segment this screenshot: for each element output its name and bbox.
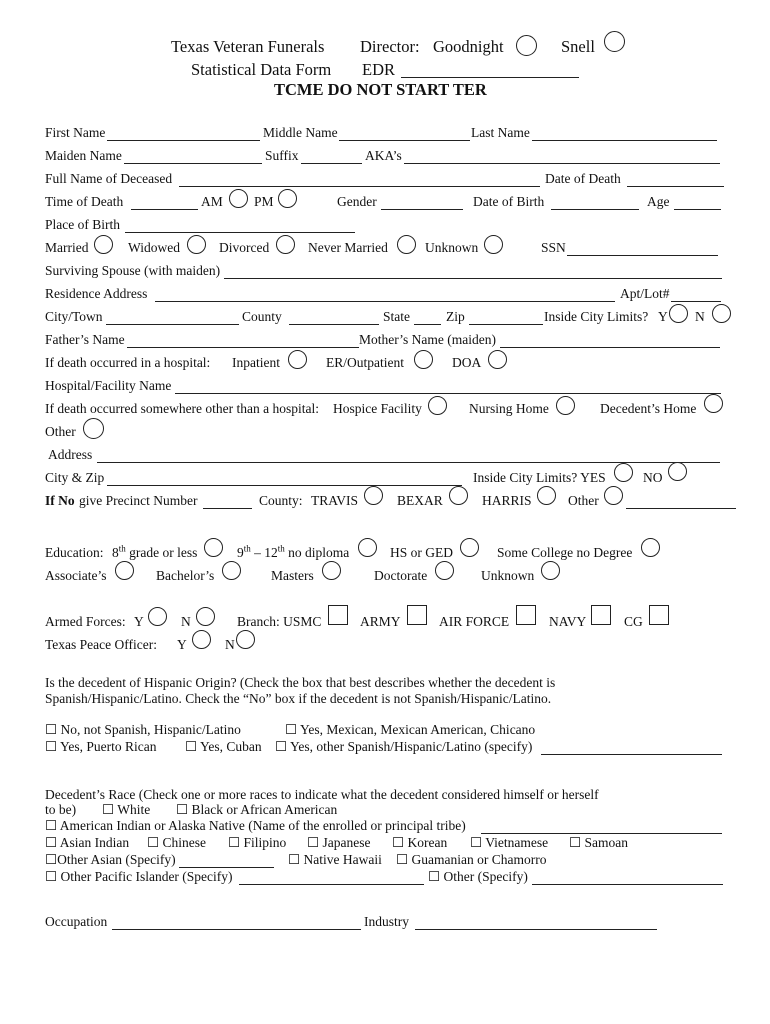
director-snell-label: Snell	[561, 37, 595, 56]
branch-army-checkbox[interactable]	[407, 605, 427, 625]
spouse-field[interactable]	[224, 264, 722, 279]
city-zip-field[interactable]	[107, 471, 462, 486]
hispanic-mexican-option[interactable]: ☐ Yes, Mexican, Mexican American, Chicano	[285, 722, 536, 737]
director-goodnight-radio[interactable]	[516, 35, 537, 56]
inside-city-y-radio[interactable]	[669, 304, 688, 323]
race-samoan-option[interactable]: ☐ Samoan	[569, 835, 628, 850]
education-doctorate-radio[interactable]	[435, 561, 454, 580]
education-hs-radio[interactable]	[460, 538, 479, 557]
edr-field[interactable]	[401, 63, 579, 78]
apt-field[interactable]	[671, 287, 721, 302]
other-county-field[interactable]	[626, 494, 736, 509]
married-radio[interactable]	[94, 235, 113, 254]
education-unknown-label: Unknown	[481, 568, 535, 583]
middle-name-label: Middle Name	[263, 125, 338, 140]
hispanic-no-option[interactable]: ☐ No, not Spanish, Hispanic/Latino	[45, 722, 241, 737]
doa-radio[interactable]	[488, 350, 507, 369]
nursing-label: Nursing Home	[469, 401, 549, 416]
race-black-option[interactable]: ☐ Black or African American	[176, 802, 338, 817]
education-label: Education:	[45, 545, 104, 560]
race-question-line1: Decedent’s Race (Check one or more races to indicate what the decedent considered himself or herself	[45, 787, 599, 802]
education-9-12-radio[interactable]	[358, 538, 377, 557]
time-of-death-field[interactable]	[131, 195, 198, 210]
city-label: City/Town	[45, 309, 103, 324]
race-native-option[interactable]: ☐ American Indian or Alaska Native (Name of the enrolled or principal tribe)	[45, 818, 466, 833]
armed-n-radio[interactable]	[196, 607, 215, 626]
other-address-label: Address	[48, 447, 93, 462]
father-field[interactable]	[127, 333, 359, 348]
branch-usmc-label: Branch: USMC	[237, 614, 322, 629]
race-japanese-option[interactable]: ☐ Japanese	[307, 835, 371, 850]
inside-city-y-label: Y	[658, 309, 668, 324]
form-title: TCME DO NOT START TER	[274, 80, 487, 99]
race-other-asian-field[interactable]	[179, 853, 274, 868]
residence-address-field[interactable]	[155, 287, 615, 302]
divorced-radio[interactable]	[276, 235, 295, 254]
apt-label: Apt/Lot#	[620, 286, 670, 301]
last-name-label: Last Name	[471, 125, 530, 140]
inside-city-no-label: NO	[643, 470, 663, 485]
education-bachelor-radio[interactable]	[222, 561, 241, 580]
branch-airforce-checkbox[interactable]	[516, 605, 536, 625]
er-radio[interactable]	[414, 350, 433, 369]
hispanic-other-field[interactable]	[541, 740, 722, 755]
race-other-pacific-option[interactable]: ☐ Other Pacific Islander (Specify)	[45, 869, 233, 884]
other-place-radio[interactable]	[83, 418, 104, 439]
other-county-radio[interactable]	[604, 486, 623, 505]
full-name-field[interactable]	[179, 172, 540, 187]
spouse-label: Surviving Spouse (with maiden)	[45, 263, 221, 278]
never-married-radio[interactable]	[397, 235, 416, 254]
race-other-option[interactable]: ☐ Other (Specify)	[428, 869, 528, 884]
director-label: Director:	[360, 37, 420, 56]
inside-city-n-label: N	[695, 309, 705, 324]
occupation-label: Occupation	[45, 914, 108, 929]
gender-label: Gender	[337, 194, 377, 209]
armed-forces-label: Armed Forces:	[45, 614, 126, 629]
race-other-field[interactable]	[532, 870, 723, 885]
branch-navy-label: NAVY	[549, 614, 587, 629]
race-hawaii-option[interactable]: ☐ Native Hawaii	[288, 852, 382, 867]
education-doctorate-label: Doctorate	[374, 568, 428, 583]
edr-label: EDR	[362, 60, 395, 79]
hispanic-puerto-rican-option[interactable]: ☐ Yes, Puerto Rican	[45, 739, 157, 754]
middle-name-field[interactable]	[339, 126, 470, 141]
nursing-radio[interactable]	[556, 396, 575, 415]
education-bachelor-label: Bachelor’s	[156, 568, 215, 583]
armed-n-label: N	[181, 614, 191, 629]
father-label: Father’s Name	[45, 332, 125, 347]
zip-label: Zip	[446, 309, 465, 324]
industry-field[interactable]	[415, 915, 657, 930]
race-white-option[interactable]: ☐ White	[102, 802, 151, 817]
mother-field[interactable]	[500, 333, 720, 348]
other-place-label: Other	[45, 424, 76, 439]
county-field[interactable]	[289, 310, 379, 325]
education-8th-radio[interactable]	[204, 538, 223, 557]
armed-y-radio[interactable]	[148, 607, 167, 626]
facility-field[interactable]	[175, 379, 721, 394]
director-goodnight-label: Goodnight	[433, 37, 504, 56]
akas-field[interactable]	[404, 149, 720, 164]
race-guamanian-option[interactable]: ☐ Guamanian or Chamorro	[396, 852, 547, 867]
industry-label: Industry	[364, 914, 409, 929]
date-of-death-field[interactable]	[627, 172, 724, 187]
inside-city-yes-label: Inside City Limits? YES	[473, 470, 606, 485]
inside-city-label: Inside City Limits?	[544, 309, 649, 324]
branch-usmc-checkbox[interactable]	[328, 605, 348, 625]
er-label: ER/Outpatient	[326, 355, 404, 370]
race-korean-option[interactable]: ☐ Korean	[392, 835, 448, 850]
other-place-question: If death occurred somewhere other than a hospital:	[45, 401, 320, 416]
decedent-home-radio[interactable]	[704, 394, 723, 413]
other-county-label: Other	[568, 493, 599, 508]
bexar-radio[interactable]	[449, 486, 468, 505]
race-other-pacific-field[interactable]	[239, 870, 424, 885]
dob-field[interactable]	[551, 195, 639, 210]
form-subtitle: Statistical Data Form	[191, 60, 332, 79]
dob-label: Date of Birth	[473, 194, 545, 209]
if-no-label: If No	[45, 493, 75, 508]
branch-cg-label: CG	[624, 614, 643, 629]
branch-army-label: ARMY	[360, 614, 401, 629]
time-of-death-label: Time of Death	[45, 194, 124, 209]
peace-n-radio[interactable]	[236, 630, 255, 649]
unknown-marital-label: Unknown	[425, 240, 479, 255]
suffix-field[interactable]	[301, 149, 362, 164]
race-asian-indian-option[interactable]: ☐ Asian Indian	[45, 835, 130, 850]
date-of-death-label: Date of Death	[545, 171, 621, 186]
mother-label: Mother’s Name (maiden)	[359, 332, 496, 347]
education-9-12-label: 9th – 12th no diploma	[237, 543, 350, 560]
precinct-label: give Precinct Number	[79, 493, 198, 508]
hispanic-question-line1: Is the decedent of Hispanic Origin? (Check the box that best describes whether the decedent is	[45, 675, 556, 690]
precinct-field[interactable]	[203, 494, 252, 509]
city-field[interactable]	[106, 310, 239, 325]
first-name-field[interactable]	[107, 126, 260, 141]
city-zip-label: City & Zip	[45, 470, 105, 485]
peace-y-radio[interactable]	[192, 630, 211, 649]
peace-y-label: Y	[177, 637, 187, 652]
education-unknown-radio[interactable]	[541, 561, 560, 580]
other-address-field[interactable]	[97, 448, 720, 463]
form-org-name: Texas Veteran Funerals	[171, 37, 325, 56]
widowed-radio[interactable]	[187, 235, 206, 254]
zip-field[interactable]	[469, 310, 543, 325]
never-married-label: Never Married	[308, 240, 388, 255]
hispanic-cuban-option[interactable]: ☐ Yes, Cuban	[185, 739, 262, 754]
race-other-asian-option[interactable]: ☐Other Asian (Specify)	[45, 852, 176, 867]
unknown-marital-radio[interactable]	[484, 235, 503, 254]
bexar-label: BEXAR	[397, 493, 443, 508]
inside-city-yes-radio[interactable]	[614, 463, 633, 482]
pm-label: PM	[254, 194, 274, 209]
place-of-birth-label: Place of Birth	[45, 217, 120, 232]
age-field[interactable]	[674, 195, 721, 210]
county-label: County	[242, 309, 282, 324]
inpatient-label: Inpatient	[232, 355, 280, 370]
education-college-radio[interactable]	[641, 538, 660, 557]
hospice-label: Hospice Facility	[333, 401, 422, 416]
am-radio[interactable]	[229, 189, 248, 208]
education-associate-radio[interactable]	[115, 561, 134, 580]
precinct-county-label: County:	[259, 493, 303, 508]
facility-label: Hospital/Facility Name	[45, 378, 172, 393]
maiden-name-field[interactable]	[124, 149, 262, 164]
inside-city-no-radio[interactable]	[668, 462, 687, 481]
director-snell-radio[interactable]	[604, 31, 625, 52]
decedent-home-label: Decedent’s Home	[600, 401, 697, 416]
maiden-name-label: Maiden Name	[45, 148, 122, 163]
state-label: State	[383, 309, 410, 324]
race-chinese-option[interactable]: ☐ Chinese	[147, 835, 206, 850]
doa-label: DOA	[452, 355, 482, 370]
hospice-radio[interactable]	[428, 396, 447, 415]
age-label: Age	[647, 194, 670, 209]
harris-label: HARRIS	[482, 493, 532, 508]
branch-airforce-label: AIR FORCE	[439, 614, 510, 629]
peace-n-label: N	[225, 637, 235, 652]
occupation-field[interactable]	[112, 915, 361, 930]
hispanic-other-option[interactable]: ☐ Yes, other Spanish/Hispanic/Latino (specify)	[275, 739, 533, 754]
gender-field[interactable]	[381, 195, 463, 210]
travis-radio[interactable]	[364, 486, 383, 505]
am-label: AM	[201, 194, 223, 209]
pm-radio[interactable]	[278, 189, 297, 208]
akas-label: AKA’s	[365, 148, 402, 163]
residence-address-label: Residence Address	[45, 286, 148, 301]
race-filipino-option[interactable]: ☐ Filipino	[228, 835, 287, 850]
education-hs-label: HS or GED	[390, 545, 453, 560]
first-name-label: First Name	[45, 125, 106, 140]
inside-city-n-radio[interactable]	[712, 304, 731, 323]
hospital-question: If death occurred in a hospital:	[45, 355, 211, 370]
harris-radio[interactable]	[537, 486, 556, 505]
education-8th-label: 8th grade or less	[112, 543, 198, 560]
suffix-label: Suffix	[265, 148, 299, 163]
race-native-field[interactable]	[481, 819, 722, 834]
widowed-label: Widowed	[128, 240, 180, 255]
married-label: Married	[45, 240, 89, 255]
ssn-label: SSN	[541, 240, 566, 255]
travis-label: TRAVIS	[311, 493, 359, 508]
branch-navy-checkbox[interactable]	[591, 605, 611, 625]
armed-y-label: Y	[134, 614, 144, 629]
divorced-label: Divorced	[219, 240, 270, 255]
race-vietnamese-option[interactable]: ☐ Vietnamese	[470, 835, 549, 850]
education-masters-radio[interactable]	[322, 561, 341, 580]
education-masters-label: Masters	[271, 568, 314, 583]
hispanic-question-line2: Spanish/Hispanic/Latino. Check the “No” box if the decedent is not Spanish/Hispanic/Latino.	[45, 691, 552, 706]
ssn-field[interactable]	[567, 241, 718, 256]
branch-cg-checkbox[interactable]	[649, 605, 669, 625]
full-name-label: Full Name of Deceased	[45, 171, 173, 186]
place-of-birth-field[interactable]	[125, 218, 355, 233]
last-name-field[interactable]	[532, 126, 717, 141]
education-associate-label: Associate’s	[45, 568, 107, 583]
inpatient-radio[interactable]	[288, 350, 307, 369]
education-college-label: Some College no Degree	[497, 545, 633, 560]
peace-officer-label: Texas Peace Officer:	[45, 637, 157, 652]
state-field[interactable]	[414, 310, 441, 325]
race-question-line2: to be)	[45, 802, 77, 817]
